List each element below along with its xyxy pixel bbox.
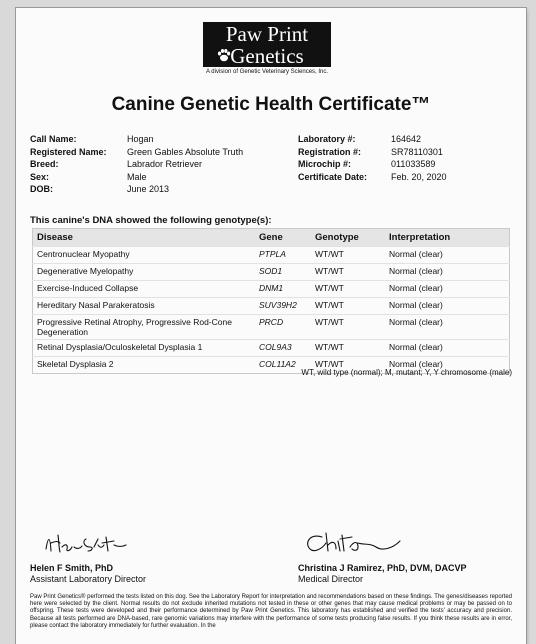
info-label: Breed: (30, 159, 59, 169)
table-row (33, 315, 510, 340)
info-label: Certificate Date: (298, 171, 368, 182)
info-value: Labrador Retriever (127, 159, 203, 169)
genotype-cell: WT/WT (311, 340, 385, 357)
info-label: Registered Name: (30, 146, 107, 157)
signer-title: Assistant Laboratory Director (30, 574, 147, 584)
info-label: Microchip #: (298, 159, 352, 169)
column-header-gene: Gene (255, 229, 311, 247)
logo-line-2: Genetics (230, 44, 304, 68)
genotype-cell: WT/WT (311, 264, 385, 281)
signer-left (30, 563, 146, 585)
disclaimer-text: Paw Print Genetics® performed the tests listed on this dog. See the Laboratory Report for interpretation and recommendations based on these findings. The genes/diseases reported here were selected by the client. Normal results do not exclude inherited mutations not tested in these or other genes that may cause medical problems or may be passed on to offspring. These tests were developed and their performance determined by Paw Print Genetics. This laboratory has established and verified the tests' accuracy and precision. Because all tests performed are DNA-based, rare genomic variations may interfere with the performance of some tests producing false results. If you think these results are in error, please contact the laboratory immediately for further evaluation. In the (30, 594, 512, 629)
interpretation-cell: Normal (clear) (385, 264, 510, 281)
interpretation-cell: Normal (clear) (385, 340, 510, 357)
signer-name: Helen F Smith, PhD (30, 563, 114, 573)
interpretation-cell: Normal (clear) (385, 315, 510, 340)
info-value: Green Gables Absolute Truth (127, 146, 244, 157)
info-value: 011033589 (391, 159, 436, 169)
info-row (30, 171, 243, 184)
disease-cell: Skeletal Dysplasia 2 (33, 357, 256, 374)
signature-helen-smith (42, 529, 142, 557)
certificate-title: Canine Genetic Health Certificate™ (111, 94, 431, 115)
table-row (33, 298, 510, 315)
genotype-cell: WT/WT (311, 315, 385, 340)
interpretation-cell: Normal (clear) (385, 357, 510, 374)
disease-cell: Progressive Retinal Atrophy, Progressive Rod-Cone Degeneration (33, 315, 256, 340)
gene-cell: SOD1 (255, 264, 311, 281)
logo-subtitle: A division of Genetic Veterinary Sciences, Inc. (205, 69, 329, 75)
info-row (298, 158, 447, 171)
info-row (30, 146, 243, 159)
column-header-genotype: Genotype (311, 229, 385, 247)
logo-line-1: Paw Print (225, 22, 309, 46)
paw-print-genetics-logo (202, 22, 332, 75)
table-row (33, 264, 510, 281)
signer-title: Medical Director (298, 574, 364, 584)
table-row (33, 281, 510, 298)
interpretation-cell: Normal (clear) (385, 298, 510, 315)
info-value: 164642 (391, 134, 422, 144)
paw-icon (216, 47, 232, 63)
column-header-interpretation: Interpretation (385, 229, 510, 247)
genotype-legend: WT, wild type (normal); M, mutant; Y, Y chromosome (male) (301, 368, 512, 377)
certificate-page (16, 8, 526, 644)
disease-cell: Exercise-Induced Collapse (33, 281, 256, 298)
interpretation-cell: Normal (clear) (385, 281, 510, 298)
gene-cell: SUV39H2 (255, 298, 311, 315)
gene-cell: DNM1 (255, 281, 311, 298)
genotype-table (32, 228, 510, 374)
disease-cell: Centronuclear Myopathy (33, 247, 256, 264)
info-label: DOB: (30, 184, 53, 194)
interpretation-cell: Normal (clear) (385, 247, 510, 264)
info-row (30, 183, 243, 196)
column-header-disease: Disease (33, 229, 256, 247)
disease-cell: Hereditary Nasal Parakeratosis (33, 298, 256, 315)
disease-cell: Retinal Dysplasia/Oculoskeletal Dysplasia 1 (33, 340, 256, 357)
dog-info (30, 133, 243, 196)
gene-cell: COL11A2 (255, 357, 311, 374)
signature-christina-ramirez (300, 529, 412, 557)
table-header-row (33, 229, 510, 247)
gene-cell: COL9A3 (255, 340, 311, 357)
signer-name: Christina J Ramirez, PhD, DVM, DACVP (298, 563, 467, 573)
table-row (33, 340, 510, 357)
genotype-cell: WT/WT (311, 247, 385, 264)
genotype-cell: WT/WT (311, 281, 385, 298)
info-value: June 2013 (127, 184, 170, 194)
info-value: Feb. 20, 2020 (391, 171, 447, 182)
info-row (298, 171, 447, 184)
genotype-cell: WT/WT (311, 298, 385, 315)
info-label: Laboratory #: (298, 134, 356, 144)
gene-cell: PTPLA (255, 247, 311, 264)
table-row (33, 247, 510, 264)
info-label: Sex: (30, 171, 50, 182)
gene-cell: PRCD (255, 315, 311, 340)
info-label: Registration #: (298, 146, 362, 157)
info-value: SR78110301 (391, 146, 443, 157)
info-label: Call Name: (30, 134, 77, 144)
signer-right (298, 563, 467, 585)
genotype-heading: This canine's DNA showed the following genotype(s): (30, 215, 272, 226)
disease-cell: Degenerative Myelopathy (33, 264, 256, 281)
info-value: Male (127, 171, 147, 182)
info-row (30, 133, 243, 146)
info-value: Hogan (127, 134, 154, 144)
info-row (298, 133, 447, 146)
lab-info (298, 133, 447, 183)
genotype-cell: WT/WT (311, 357, 385, 374)
info-row (30, 158, 243, 171)
info-row (298, 146, 447, 159)
